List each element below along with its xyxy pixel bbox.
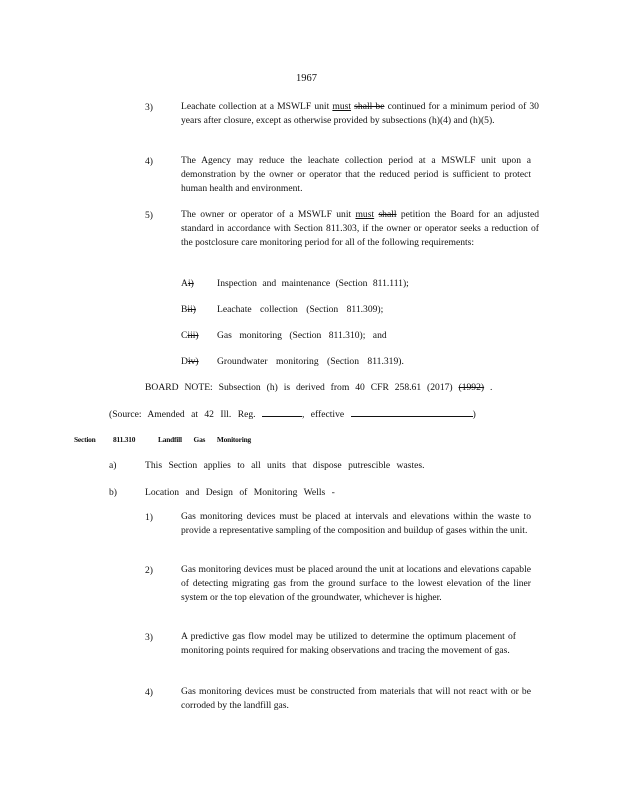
subitem: Bii) [181,304,196,315]
deleted-text: (1992) [458,382,485,393]
item-text: Leachate collection at a MSWLF unit must shall be continued for a minimum period of 30 years after closure, except as otherwise provided by subsections (h)(4) and (h)(5). [181,101,539,127]
subitem: Div) [181,356,199,367]
section-number: 811.310 [113,435,136,444]
subitem: Ciii) [181,330,199,341]
item-number: b) [109,487,117,498]
board-note: BOARD NOTE: Subsection (h) is derived from 40 CFR 258.61 (2017) (1992) . [145,382,493,393]
item-text: The Agency may reduce the leachate collection period at a MSWLF unit upon a demonstration by the owner or operator that the reduced period is sufficient to protect human health and environment. [181,155,531,195]
item-number: 4) [145,156,153,167]
subitem: Ai) [181,278,194,289]
subitem-text: Leachate collection (Section 811.309); [217,304,384,315]
item-number: 4) [145,687,153,698]
section-title: Landfill Gas Monitoring [158,435,252,444]
subitem-text: Inspection and maintenance (Section 811.111); [217,278,409,289]
item-text: Gas monitoring devices must be placed around the unit at locations and elevations capable of detecting migrating gas from the ground surface to the lowest elevation of the liner system or the top elevation of the groundwater, whichever is higher. [181,564,531,604]
deleted-text: shall [378,209,397,220]
item-number: 2) [145,565,153,576]
deleted-text: shall be [354,101,385,112]
item-text: Gas monitoring devices must be constructed from materials that will not react with or be corroded by the landfill gas. [181,686,531,712]
inserted-text: must [355,209,375,220]
item-number: 5) [145,210,153,221]
section-label: Section [74,435,96,444]
subitem-text: Gas monitoring (Section 811.310); and [217,330,387,341]
item-text: Gas monitoring devices must be placed at intervals and elevations within the waste to provide a representative sampling of the composition and buildup of gases within the unit. [181,511,531,537]
item-number: 3) [145,102,153,113]
page-number: 1967 [296,73,317,84]
item-text: The owner or operator of a MSWLF unit must shall petition the Board for an adjusted standard in accordance with Section 811.303, if the owner or operator seeks a reduction of the postclosure care monitoring period for all of the following requirements: [181,209,539,249]
subitem-text: Groundwater monitoring (Section 811.319). [217,356,404,367]
item-text: A predictive gas flow model may be utilized to determine the optimum placement of monitoring points required for making observations and tracing the movement of gas. [181,631,516,657]
item-text: This Section applies to all units that dispose putrescible wastes. [145,460,425,471]
source-note: (Source: Amended at 42 Ill. Reg. , effective ) [109,409,476,420]
item-number: 3) [145,632,153,643]
inserted-text: must [332,101,352,112]
item-number: 1) [145,512,153,523]
item-number: a) [109,460,117,471]
item-text: Location and Design of Monitoring Wells - [145,487,335,498]
